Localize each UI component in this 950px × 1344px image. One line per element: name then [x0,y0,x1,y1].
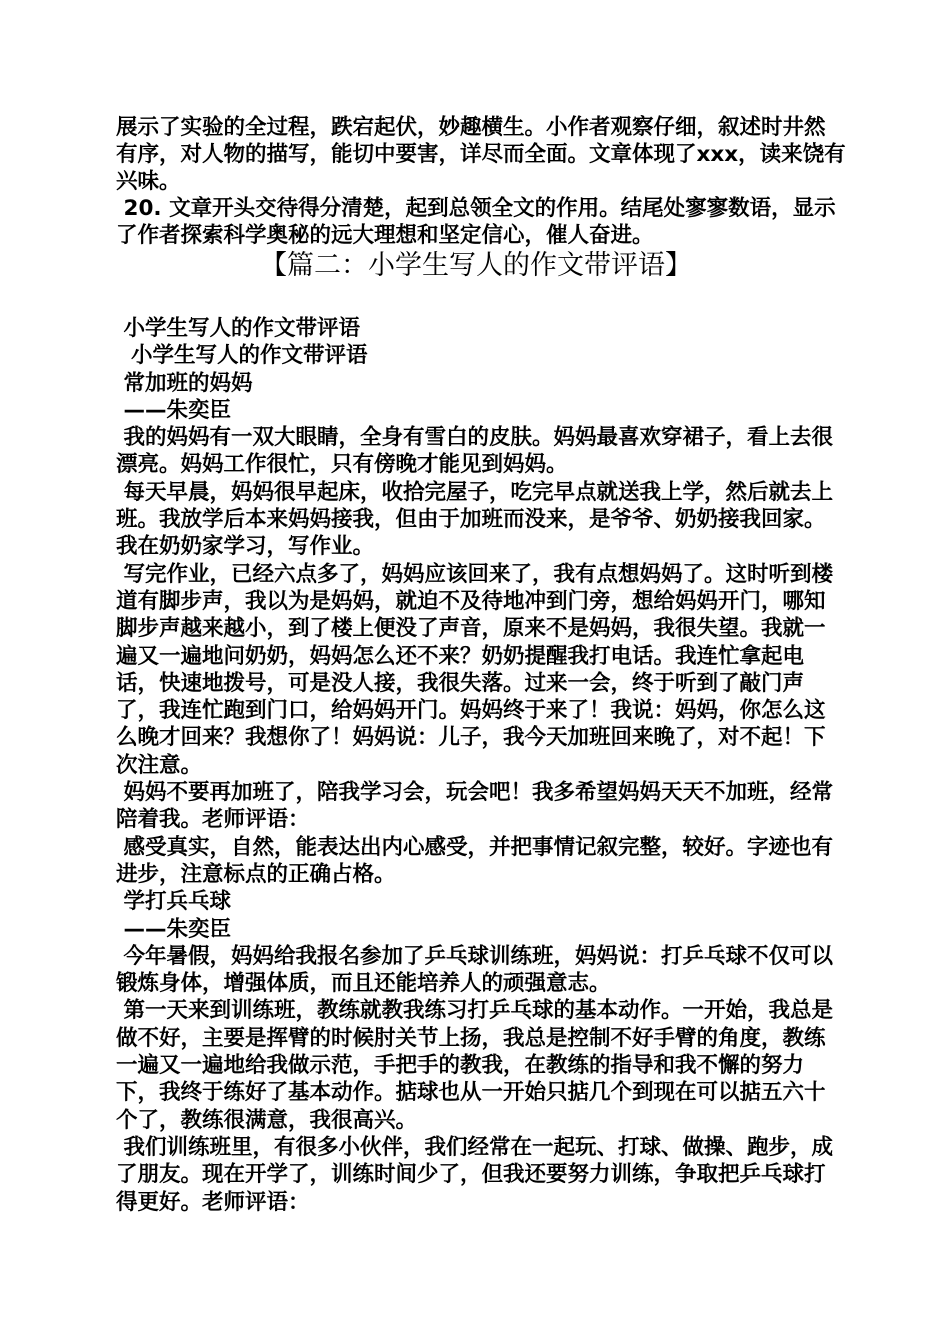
section-gap [116,289,846,315]
document-page [116,114,846,1216]
intro-paragraph-1: 展示了实验的全过程，跌宕起伏，妙趣横生。小作者观察仔细，叙述时井然有序，对人物的描写，能切中要害，详尽而全面。文章体现了xxx，读来饶有兴味。 [116,115,846,194]
essay-2-paragraph-2: 第一天来到训练班，教练就教我练习打乒乓球的基本动作。一开始，我总是做不好，主要是挥臂的时候肘关节上扬，我总是控制不好手臂的角度，教练一遍又一遍地给我做示范，手把手的教我，在教练的指导和我不懈的努力下，我终于练好了基本动作。掂球也从一开始只掂几个到现在可以掂五六十个了，教练很满意，我很高兴。 [116,998,834,1133]
essay-2-title: 学打兵乓球 [116,889,232,915]
essay-1-paragraph-4: 妈妈不要再加班了，陪我学习会，玩会吧！我多希望妈妈天天不加班，经常陪着我。老师评语： [116,780,834,833]
essay-2-paragraph-3: 我们训练班里，有很多小伙伴，我们经常在一起玩、打球、做操、跑步，成了朋友。现在开学了，训练时间少了，但我还要努力训练，争取把乒乓球打得更好。老师评语： [116,1134,834,1215]
essay-2-paragraph-1: 今年暑假，妈妈给我报名参加了乒乓球训练班，妈妈说：打乒乓球不仅可以锻炼身体，增强体质，而且还能培养人的顽强意志。 [116,943,834,997]
essay-1-paragraph-3: 写完作业，已经六点多了，妈妈应该回来了，我有点想妈妈了。这时听到楼道有脚步声，我以为是妈妈，就迫不及待地冲到门旁，想给妈妈开门，哪知脚步声越来越小，到了楼上便没了声音，原来不是妈妈，我很失望。我就一遍又一遍地问奶奶，妈妈怎么还不来？奶奶提醒我打电话。我连忙拿起电话，快速地拨号，可是没人接，我很失落。过来一会，终于听到了敲门声了，我连忙跑到门口，给妈妈开门。妈妈终于来了！我说：妈妈，你怎么这么晚才回来？我想你了！妈妈说：儿子，我今天加班回来晚了，对不起！下次注意。 [116,561,834,778]
essay-2-author: ——朱奕臣 [116,916,232,942]
essay-1-title: 常加班的妈妈 [116,370,253,396]
essay-collection-title: 小学生写人的作文带评语 [116,316,361,341]
essay-collection-subtitle: 小学生写人的作文带评语 [116,343,368,369]
essay-1-author: ——朱奕臣 [116,397,232,423]
section-title: 【篇二：小学生写人的作文带评语】 [260,250,692,281]
intro-paragraph-2: 20. 文章开头交待得分清楚，起到总领全文的作用。结尾处寥寥数语，显示了作者探索科学奥秘的远大理想和坚定信心，催人奋进。 [116,196,836,248]
essay-1-teacher-comment: 感受真实，自然，能表达出内心感受，并把事情记叙完整，较好。字迹也有进步，注意标点的正确占格。 [116,834,834,887]
essay-1-paragraph-1: 我的妈妈有一双大眼睛，全身有雪白的皮肤。妈妈最喜欢穿裙子，看上去很漂亮。妈妈工作很忙，只有傍晚才能见到妈妈。 [116,425,834,478]
essay-1-paragraph-2: 每天早晨，妈妈很早起床，收拾完屋子，吃完早点就送我上学，然后就去上班。我放学后本来妈妈接我，但由于加班而没来，是爷爷、奶奶接我回家。我在奶奶家学习，写作业。 [116,479,834,560]
